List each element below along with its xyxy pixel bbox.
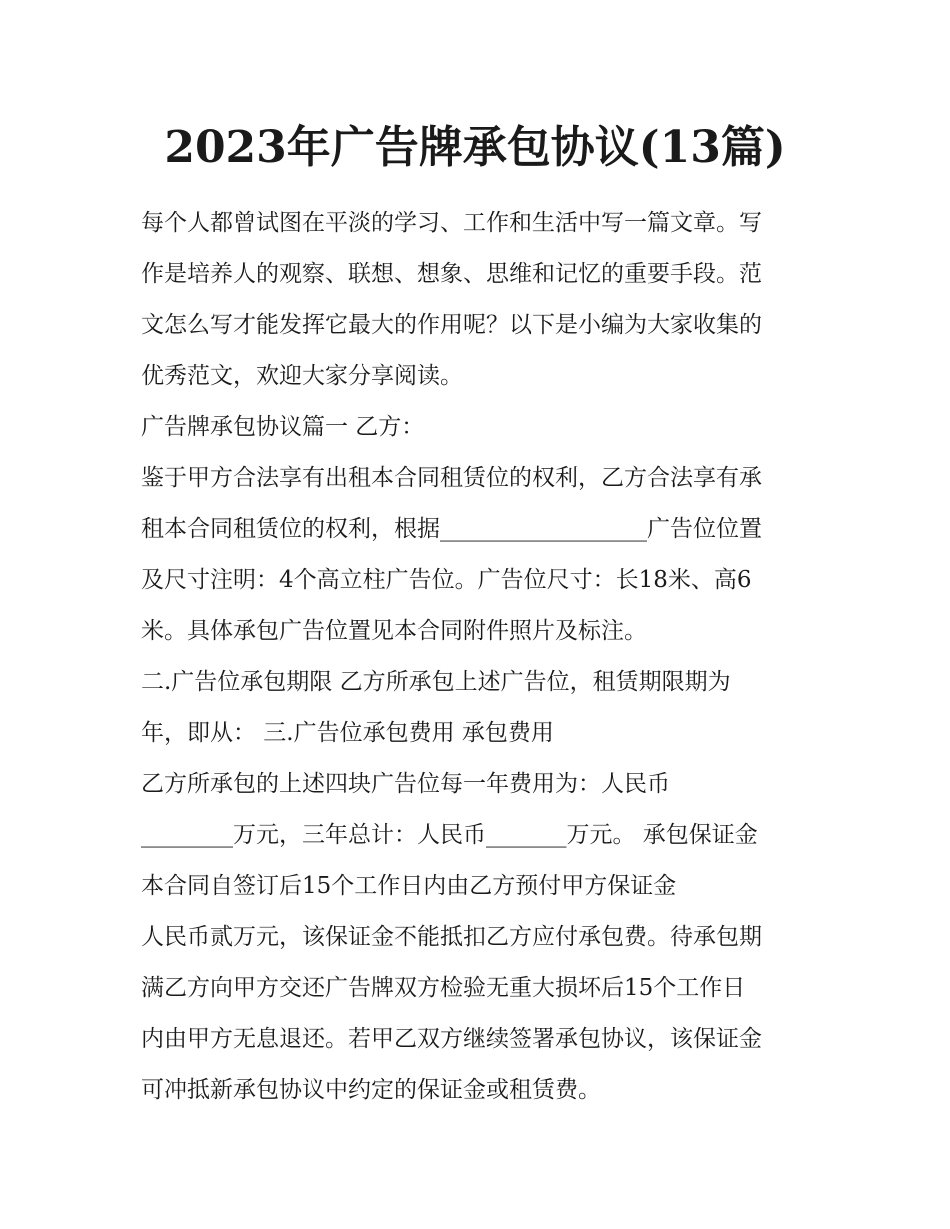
section-heading-1: 广告牌承包协议篇一 乙方：	[141, 414, 425, 440]
document-title: 2023年广告牌承包协议(13篇)	[164, 122, 786, 173]
body-line-10: 二.广告位承包期限 乙方所承包上述广告位，租赁期限期为	[141, 669, 731, 695]
document-body	[141, 198, 821, 1116]
body-line-2: 作是培养人的观察、联想、想象、思维和记忆的重要手段。范	[141, 261, 762, 287]
body-line-4: 优秀范文，欢迎大家分享阅读。	[141, 363, 463, 389]
body-line-18: 可冲抵新承包协议中约定的保证金或租赁费。	[141, 1077, 601, 1103]
body-line-14: 本合同自签订后15个工作日内由乙方预付甲方保证金	[141, 873, 677, 899]
body-line-9: 米。具体承包广告位置见本合同附件照片及标注。	[141, 618, 647, 644]
body-line-17: 内由甲方无息退还。若甲乙双方继续签署承包协议，该保证金	[141, 1026, 762, 1052]
body-line-13: ________万元，三年总计：人民币_______万元。 承包保证金	[141, 822, 758, 848]
body-line-11: 年，即从： 三.广告位承包费用 承包费用	[141, 720, 554, 746]
body-line-12: 乙方所承包的上述四块广告位每一年费用为：人民币	[141, 771, 670, 797]
body-line-7: 租本合同租赁位的权利，根据__________________广告位位置	[141, 516, 762, 542]
body-line-3: 文怎么写才能发挥它最大的作用呢？以下是小编为大家收集的	[141, 312, 762, 338]
body-line-6: 鉴于甲方合法享有出租本合同租赁位的权利，乙方合法享有承	[141, 465, 762, 491]
body-line-1: 每个人都曾试图在平淡的学习、工作和生活中写一篇文章。写	[141, 210, 762, 236]
body-line-8: 及尺寸注明：4个高立柱广告位。广告位尺寸：长18米、高6	[141, 567, 752, 593]
body-line-15: 人民币贰万元，该保证金不能抵扣乙方应付承包费。待承包期	[141, 924, 762, 950]
body-line-16: 满乙方向甲方交还广告牌双方检验无重大损坏后15个工作日	[141, 975, 746, 1001]
